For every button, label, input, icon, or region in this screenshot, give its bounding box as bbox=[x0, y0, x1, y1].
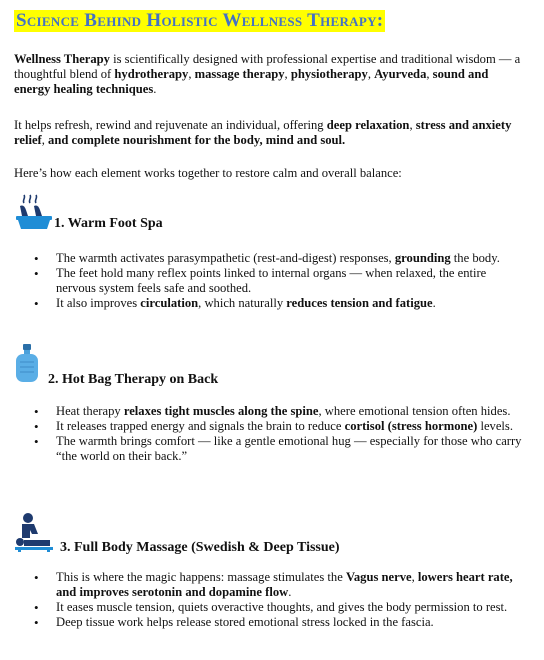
text-run: the body. bbox=[450, 251, 500, 265]
intro-paragraph-2 bbox=[14, 118, 522, 148]
bold-text: massage therapy bbox=[194, 67, 285, 81]
hot-water-bag-icon bbox=[14, 344, 40, 388]
section-heading: 3. Full Body Massage (Swedish & Deep Tissue) bbox=[60, 540, 340, 555]
page-title: Science Behind Holistic Wellness Therapy: bbox=[16, 10, 384, 31]
bold-text: Wellness Therapy bbox=[14, 52, 110, 66]
bullet-item bbox=[14, 296, 522, 311]
bullet-item bbox=[14, 434, 522, 464]
intro-paragraph-3 bbox=[14, 166, 522, 181]
section-2-list bbox=[14, 404, 522, 464]
bold-text: reduces tension and fatigue bbox=[286, 296, 433, 310]
text-run: The warmth brings comfort — like a gentle emotional hug — especially for those who carry “the world on their back.” bbox=[56, 434, 522, 463]
text-run: . bbox=[432, 296, 436, 310]
section-3-list bbox=[14, 570, 522, 630]
bullet-item bbox=[14, 419, 522, 434]
bold-text: deep relaxation bbox=[326, 118, 410, 132]
text-run: , bbox=[284, 67, 291, 81]
bold-text: Ayurveda bbox=[374, 67, 427, 81]
bold-text: relaxes tight muscles along the spine bbox=[123, 404, 319, 418]
text-run: , where emotional tension often hides. bbox=[318, 404, 511, 418]
bold-text: stress and anxiety relief bbox=[14, 118, 512, 147]
text-run: , which naturally bbox=[198, 296, 287, 310]
text-run: , bbox=[411, 570, 418, 584]
bullet-item bbox=[14, 251, 522, 266]
text-run: It also improves bbox=[56, 296, 141, 310]
bold-text: hydrotherapy bbox=[114, 67, 189, 81]
text-run: This is where the magic happens: massage stimulates the bbox=[56, 570, 346, 584]
text-run: levels. bbox=[477, 419, 513, 433]
text-run: Deep tissue work helps release stored emotional stress locked in the fascia. bbox=[56, 615, 434, 629]
section-hot-bag-therapy bbox=[14, 344, 218, 388]
text-run: , bbox=[426, 67, 433, 81]
bullet-item bbox=[14, 266, 522, 296]
bullet-item bbox=[14, 600, 522, 615]
text-run: is scientifically designed with professional expertise and traditional wisdom — a thoughtful blend of bbox=[14, 52, 521, 81]
text-run: It helps refresh, rewind and rejuvenate an individual, offering bbox=[14, 118, 327, 132]
section-heading: 2. Hot Bag Therapy on Back bbox=[48, 372, 219, 387]
text-run: , bbox=[367, 67, 375, 81]
intro-paragraph-1 bbox=[14, 52, 522, 97]
bold-text: grounding bbox=[394, 251, 451, 265]
text-run: , bbox=[409, 118, 416, 132]
bold-text: physiotherapy bbox=[290, 67, 368, 81]
section-full-body-massage bbox=[14, 512, 340, 556]
text-run: The feet hold many reflex points linked to internal organs — when relaxed, the entire nervous system feels safe and soothed. bbox=[56, 266, 487, 295]
text-run: , bbox=[41, 133, 49, 147]
foot-spa-icon bbox=[14, 192, 54, 236]
massage-icon bbox=[14, 512, 54, 556]
bold-text: Vagus nerve bbox=[345, 570, 412, 584]
text-run: Heat therapy bbox=[56, 404, 124, 418]
bold-text: sound and energy healing techniques bbox=[14, 67, 489, 96]
text-run: , bbox=[188, 67, 195, 81]
bullet-item bbox=[14, 570, 522, 600]
text-run: . bbox=[153, 82, 157, 96]
text-run: . bbox=[288, 585, 292, 599]
section-1-list bbox=[14, 251, 522, 311]
section-heading: 1. Warm Foot Spa bbox=[54, 216, 163, 231]
section-warm-foot-spa bbox=[14, 192, 163, 236]
text-run: Here’s how each element works together to restore calm and overall balance: bbox=[14, 166, 402, 180]
text-run: It eases muscle tension, quiets overactive thoughts, and gives the body permission to rest. bbox=[56, 600, 508, 614]
text-run: It releases trapped energy and signals the brain to reduce bbox=[56, 419, 345, 433]
bold-text: and complete nourishment for the body, mind and soul. bbox=[48, 133, 346, 147]
bold-text: cortisol (stress hormone) bbox=[344, 419, 478, 433]
bullet-item bbox=[14, 615, 522, 630]
text-run: The warmth activates parasympathetic (rest-and-digest) responses, bbox=[56, 251, 395, 265]
bold-text: lowers heart rate, and improves serotonin and dopamine flow bbox=[56, 570, 513, 599]
bold-text: circulation bbox=[140, 296, 199, 310]
bullet-item bbox=[14, 404, 522, 419]
